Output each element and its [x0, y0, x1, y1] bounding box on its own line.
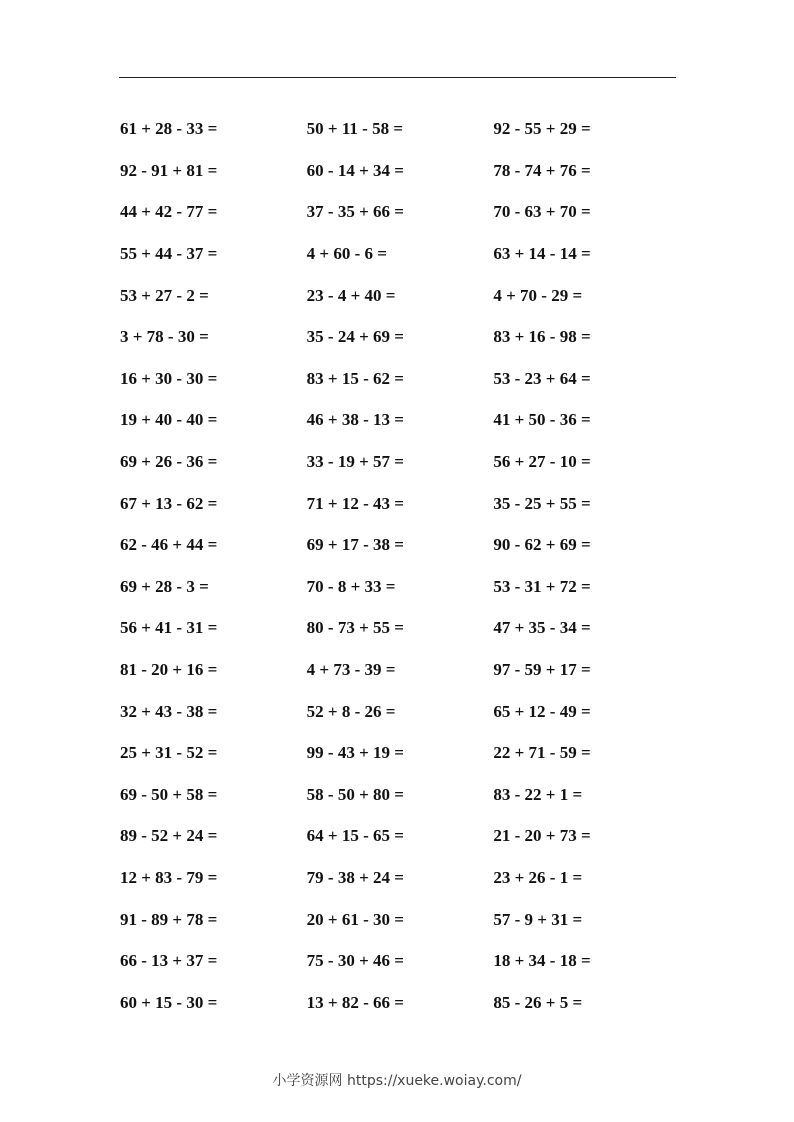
math-problem: 50 + 11 - 58 =	[306, 119, 404, 139]
math-problem: 64 + 15 - 65 =	[306, 826, 404, 846]
math-problem: 70 - 8 + 33 =	[306, 576, 396, 596]
math-problem: 80 - 73 + 55 =	[306, 618, 404, 638]
math-problem: 69 - 50 + 58 =	[120, 784, 218, 804]
math-problem: 18 + 34 - 18 =	[493, 951, 591, 971]
problem-row	[120, 316, 680, 358]
math-problem: 25 + 31 - 52 =	[120, 743, 218, 763]
math-problem: 53 - 31 + 72 =	[493, 576, 591, 596]
math-problem: 92 - 91 + 81 =	[120, 160, 218, 180]
math-problem: 16 + 30 - 30 =	[120, 368, 218, 388]
math-problem: 65 + 12 - 49 =	[493, 701, 591, 721]
math-problem: 21 - 20 + 73 =	[493, 826, 591, 846]
math-problem: 33 - 19 + 57 =	[306, 452, 404, 472]
math-problem: 4 + 60 - 6 =	[306, 244, 387, 264]
math-problem: 69 + 17 - 38 =	[306, 535, 404, 555]
problem-row	[120, 898, 680, 940]
problem-row	[120, 441, 680, 483]
math-problem: 97 - 59 + 17 =	[493, 660, 591, 680]
math-problem: 44 + 42 - 77 =	[120, 202, 218, 222]
math-problem: 35 - 25 + 55 =	[493, 493, 591, 513]
math-problem: 70 - 63 + 70 =	[493, 202, 591, 222]
problem-grid	[120, 108, 680, 1023]
math-problem: 60 - 14 + 34 =	[306, 160, 404, 180]
math-problem: 35 - 24 + 69 =	[306, 327, 404, 347]
math-problem: 92 - 55 + 29 =	[493, 119, 591, 139]
math-problem: 91 - 89 + 78 =	[120, 909, 218, 929]
problem-row	[120, 690, 680, 732]
problem-row	[120, 358, 680, 400]
math-problem: 62 - 46 + 44 =	[120, 535, 218, 555]
math-problem: 83 + 16 - 98 =	[493, 327, 591, 347]
math-problem: 69 + 28 - 3 =	[120, 576, 209, 596]
math-problem: 37 - 35 + 66 =	[306, 202, 404, 222]
math-problem: 32 + 43 - 38 =	[120, 701, 218, 721]
problem-row	[120, 649, 680, 691]
math-problem: 79 - 38 + 24 =	[306, 867, 404, 887]
problem-row	[120, 524, 680, 566]
problem-row	[120, 774, 680, 816]
math-problem: 60 + 15 - 30 =	[120, 992, 218, 1012]
problem-row	[120, 981, 680, 1023]
math-problem: 23 - 4 + 40 =	[306, 285, 396, 305]
math-problem: 41 + 50 - 36 =	[493, 410, 591, 430]
math-problem: 52 + 8 - 26 =	[306, 701, 396, 721]
problem-row	[120, 482, 680, 524]
problem-row	[120, 607, 680, 649]
math-problem: 69 + 26 - 36 =	[120, 452, 218, 472]
math-problem: 20 + 61 - 30 =	[306, 909, 404, 929]
problem-row	[120, 274, 680, 316]
math-problem: 89 - 52 + 24 =	[120, 826, 218, 846]
problem-row	[120, 150, 680, 192]
math-problem: 71 + 12 - 43 =	[306, 493, 404, 513]
math-problem: 3 + 78 - 30 =	[120, 327, 209, 347]
math-problem: 90 - 62 + 69 =	[493, 535, 591, 555]
math-problem: 53 - 23 + 64 =	[493, 368, 591, 388]
math-problem: 22 + 71 - 59 =	[493, 743, 591, 763]
math-problem: 67 + 13 - 62 =	[120, 493, 218, 513]
problem-row	[120, 191, 680, 233]
problem-row	[120, 108, 680, 150]
math-problem: 99 - 43 + 19 =	[306, 743, 404, 763]
math-problem: 83 + 15 - 62 =	[306, 368, 404, 388]
problem-row	[120, 399, 680, 441]
math-problem: 12 + 83 - 79 =	[120, 867, 218, 887]
math-problem: 63 + 14 - 14 =	[493, 244, 591, 264]
problem-row	[120, 815, 680, 857]
math-problem: 61 + 28 - 33 =	[120, 119, 218, 139]
math-problem: 55 + 44 - 37 =	[120, 244, 218, 264]
math-problem: 19 + 40 - 40 =	[120, 410, 218, 430]
math-problem: 4 + 70 - 29 =	[493, 285, 583, 305]
top-divider	[119, 77, 676, 78]
footer-watermark: 小学资源网 https://xueke.woiay.com/	[272, 1073, 522, 1089]
math-problem: 85 - 26 + 5 =	[493, 992, 583, 1012]
math-problem: 56 + 41 - 31 =	[120, 618, 218, 638]
problem-row	[120, 732, 680, 774]
math-problem: 47 + 35 - 34 =	[493, 618, 591, 638]
math-problem: 23 + 26 - 1 =	[493, 867, 583, 887]
math-problem: 81 - 20 + 16 =	[120, 660, 218, 680]
math-problem: 75 - 30 + 46 =	[306, 951, 404, 971]
math-problem: 83 - 22 + 1 =	[493, 784, 583, 804]
math-problem: 4 + 73 - 39 =	[306, 660, 396, 680]
problem-row	[120, 857, 680, 899]
problem-row	[120, 566, 680, 608]
math-problem: 13 + 82 - 66 =	[306, 992, 404, 1012]
math-problem: 46 + 38 - 13 =	[306, 410, 404, 430]
math-problem: 58 - 50 + 80 =	[306, 784, 404, 804]
math-problem: 53 + 27 - 2 =	[120, 285, 209, 305]
problem-row	[120, 940, 680, 982]
math-problem: 66 - 13 + 37 =	[120, 951, 218, 971]
math-problem: 57 - 9 + 31 =	[493, 909, 583, 929]
problem-row	[120, 233, 680, 275]
math-problem: 78 - 74 + 76 =	[493, 160, 591, 180]
math-problem: 56 + 27 - 10 =	[493, 452, 591, 472]
